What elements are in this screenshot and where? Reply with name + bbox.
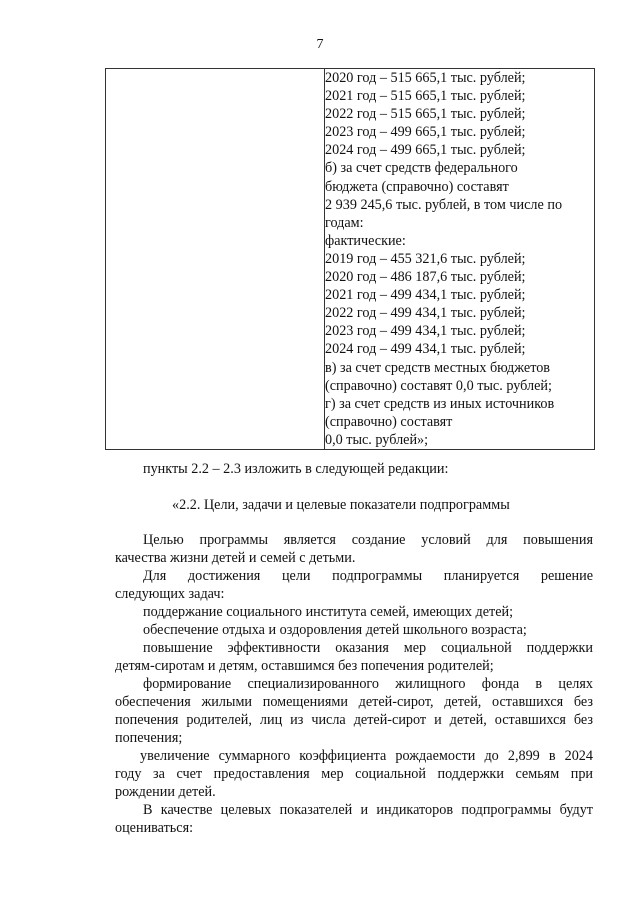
tasks-intro-line: Для достижения цели подпрограммы планируется решение [143,568,593,584]
financing-line: 2024 год – 499 434,1 тыс. рублей; [325,341,526,358]
financing-line: 2019 год – 455 321,6 тыс. рублей; [325,250,526,267]
task-item-line: увеличение суммарного коэффициента рождаемости до 2,899 в 2024 [140,748,593,764]
financing-line: 2023 год – 499 434,1 тыс. рублей; [325,323,526,340]
financing-line: б) за счет средств федерального [325,160,518,177]
task-item-line: рождении детей. [115,784,216,800]
task-item-line: детям-сиротам и детям, оставшимся без попечения родителей; [115,658,494,674]
financing-line: бюджета (справочно) составят [325,178,509,195]
task-item-line: формирование специализированного жилищного фонда в целях [143,676,593,692]
task-item: поддержание социального института семей, имеющих детей; [143,604,514,620]
goal-paragraph-line: качества жизни детей и семей с детьми. [115,550,356,566]
tasks-intro-line: следующих задач: [115,586,225,602]
task-item-line: обеспечения жилыми помещениями детей-сирот, детей, оставшихся без [115,694,593,710]
financing-line: 2023 год – 499 665,1 тыс. рублей; [325,124,526,141]
financing-line: (справочно) составят 0,0 тыс. рублей; [325,377,552,394]
financing-line: 2022 год – 499 434,1 тыс. рублей; [325,305,526,322]
financing-line: 2021 год – 499 434,1 тыс. рублей; [325,287,526,304]
table-left-cell [106,69,325,450]
task-item: обеспечение отдыха и оздоровления детей школьного возраста; [143,622,527,638]
amendment-instruction: пункты 2.2 – 2.3 изложить в следующей редакции: [143,461,449,477]
task-item-line: году за счет предоставления мер социальной поддержки семьям при [115,766,593,782]
financing-line: 2020 год – 486 187,6 тыс. рублей; [325,269,526,286]
indicators-paragraph-line: оцениваться: [115,820,194,836]
financing-line: 2020 год – 515 665,1 тыс. рублей; [325,70,526,86]
financing-line: (справочно) составят [325,413,453,430]
financing-table [105,68,595,450]
financing-line: 2 939 245,6 тыс. рублей, в том числе по [325,196,563,213]
indicators-paragraph-line: В качестве целевых показателей и индикаторов подпрограммы будут [143,802,593,818]
page-number: 7 [316,37,324,52]
task-item-line: попечения родителей, лиц из числа детей-сирот и детей, оставшихся без [115,712,593,728]
task-item-line: попечения; [115,730,183,746]
task-item-line: повышение эффективности оказания мер социальной поддержки [143,640,593,656]
financing-line: 2022 год – 515 665,1 тыс. рублей; [325,106,526,123]
financing-line: фактические: [325,232,406,249]
goal-paragraph-line: Целью программы является создание условий для повышения [143,532,593,548]
financing-line: 0,0 тыс. рублей»; [325,431,429,448]
section-heading: «2.2. Цели, задачи и целевые показатели подпрограммы [172,497,510,513]
financing-line: 2024 год – 499 665,1 тыс. рублей; [325,142,526,159]
financing-line: в) за счет средств местных бюджетов [325,359,550,376]
financing-line: г) за счет средств из иных источников [325,395,555,412]
financing-line: 2021 год – 515 665,1 тыс. рублей; [325,88,526,105]
table-row [106,69,595,450]
table-right-cell [325,69,595,450]
financing-line: годам: [325,214,364,231]
